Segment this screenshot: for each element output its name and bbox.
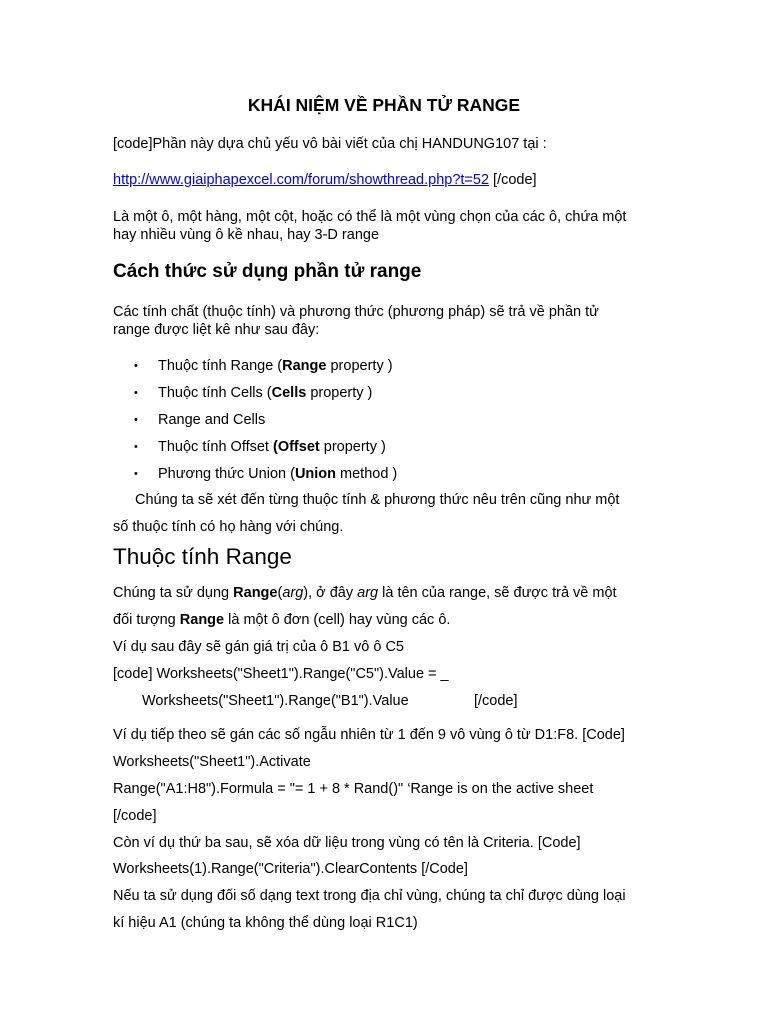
section-heading-range-property: Thuộc tính Range xyxy=(113,544,292,569)
bullet-dot-icon: • xyxy=(134,468,138,480)
range-para-line-1: Chúng ta sử dụng Range(arg), ở đây arg là tên của range, sẽ được trả về một xyxy=(113,585,617,601)
list-item: Thuộc tính Offset (Offset property ) xyxy=(158,439,386,455)
code-line: Worksheets("Sheet1").Activate xyxy=(113,754,311,770)
range-para-line-2: đối tượng Range là một ô đơn (cell) hay vùng các ô. xyxy=(113,612,451,628)
intro-line: [code]Phần này dựa chủ yếu vô bài viết của chị HANDUNG107 tại : xyxy=(113,136,547,152)
example-text: Còn ví dụ thứ ba sau, sẽ xóa dữ liệu trong vùng có tên là Criteria. [Code] xyxy=(113,835,581,851)
closing-line-1: Chúng ta sẽ xét đến từng thuộc tính & phương thức nêu trên cũng như một xyxy=(135,492,620,508)
note-line-1: Nếu ta sử dụng đối số dạng text trong địa chỉ vùng, chúng ta chỉ được dùng loại xyxy=(113,888,626,904)
example-intro: Ví dụ sau đây sẽ gán giá trị của ô B1 vô ô C5 xyxy=(113,639,404,655)
closing-line-2: số thuộc tính có họ hàng với chúng. xyxy=(113,519,344,535)
usage-para-line-1: Các tính chất (thuộc tính) và phương thức (phương pháp) sẽ trả về phần tử xyxy=(113,304,599,320)
bullet-dot-icon: • xyxy=(134,360,138,372)
code-close-tag: [/code] xyxy=(489,172,537,188)
list-item: Thuộc tính Cells (Cells property ) xyxy=(158,385,373,401)
code-line: Worksheets("Sheet1").Range("B1").Value xyxy=(142,693,409,709)
example-text: Ví dụ tiếp theo sẽ gán các số ngẫu nhiên từ 1 đến 9 vô vùng ô từ D1:F8. [Code] xyxy=(113,727,625,743)
code-line: Range("A1:H8").Formula = "= 1 + 8 * Rand()" ‘Range is on the active sheet xyxy=(113,781,594,797)
bullet-dot-icon: • xyxy=(134,387,138,399)
definition-line-2: hay nhiều vùng ô kề nhau, hay 3-D range xyxy=(113,227,380,243)
page-title: KHÁI NIỆM VỀ PHẦN TỬ RANGE xyxy=(247,95,521,115)
code-line: [code] Worksheets("Sheet1").Range("C5").Value = _ xyxy=(113,666,449,682)
bullet-dot-icon: • xyxy=(134,441,138,453)
section-heading-usage: Cách thức sử dụng phần tử range xyxy=(113,261,422,282)
code-line: Worksheets(1).Range("Criteria").ClearContents [/Code] xyxy=(113,861,468,877)
definition-line-1: Là một ô, một hàng, một cột, hoặc có thể là một vùng chọn của các ô, chứa một xyxy=(113,209,627,225)
usage-para-line-2: range được liệt kê như sau đây: xyxy=(113,322,320,338)
forum-link[interactable]: http://www.giaiphapexcel.com/forum/showthread.php?t=52 xyxy=(113,172,490,188)
intro-link-line xyxy=(113,171,537,189)
code-close-tag: [/code] xyxy=(113,808,157,824)
list-item: Range and Cells xyxy=(158,412,266,428)
list-item: Phương thức Union (Union method ) xyxy=(158,466,398,482)
code-close-tag: [/code] xyxy=(474,693,518,709)
list-item: Thuộc tính Range (Range property ) xyxy=(158,358,393,374)
note-line-2: kí hiệu A1 (chúng ta không thể dùng loại R1C1) xyxy=(113,915,418,931)
bullet-dot-icon: • xyxy=(134,414,138,426)
